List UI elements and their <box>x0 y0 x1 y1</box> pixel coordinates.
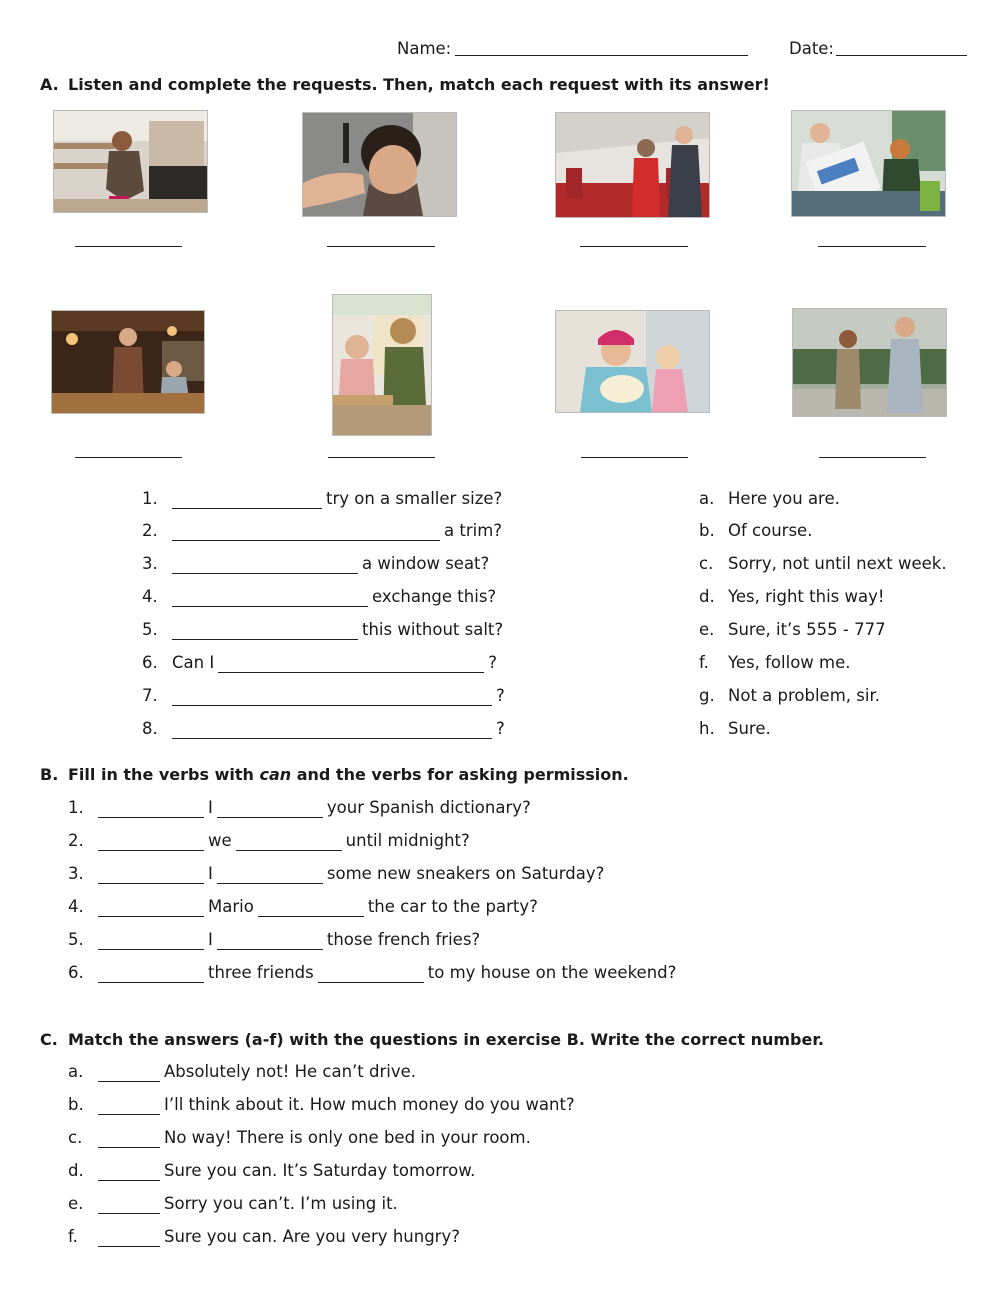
b-blank-2a[interactable] <box>98 834 204 851</box>
restaurant-waiter-photo-icon <box>51 310 205 414</box>
request-number: 8. <box>142 719 158 738</box>
request-number: 1. <box>142 489 158 508</box>
b-item-number: 4. <box>68 897 84 916</box>
answer-text: Sorry, not until next week. <box>728 554 947 573</box>
b-item-subject: I <box>208 798 213 817</box>
section-b-title-end: and the verbs for asking permission. <box>296 765 629 784</box>
request-blank-4[interactable] <box>172 590 368 607</box>
b-item-number: 6. <box>68 963 84 982</box>
c-item-letter: a. <box>68 1062 84 1081</box>
section-b-letter: B. <box>40 765 59 784</box>
store-exchange-photo-icon <box>791 110 946 217</box>
date-label: Date: <box>789 39 834 58</box>
couple-talking-photo-icon <box>792 308 947 417</box>
c-item-text: I’ll think about it. How much money do you want? <box>164 1095 575 1114</box>
section-a-letter: A. <box>40 75 59 94</box>
photo-answer-line-1[interactable] <box>75 246 182 247</box>
photo-answer-line-5[interactable] <box>75 457 182 458</box>
b-item-text: to my house on the weekend? <box>427 963 677 982</box>
request-blank-3[interactable] <box>172 557 358 574</box>
section-b-title-em: can <box>259 765 292 784</box>
b-item-text: the car to the party? <box>367 897 538 916</box>
answer-letter: e. <box>699 620 715 639</box>
b-blank-6b[interactable] <box>318 966 424 983</box>
section-b-title: Fill in the verbs with <box>68 765 254 784</box>
c-item-text: Absolutely not! He can’t drive. <box>164 1062 416 1081</box>
request-blank-2[interactable] <box>172 524 440 541</box>
request-blank-8[interactable] <box>172 722 492 739</box>
c-item-a <box>68 1062 416 1082</box>
answer-text: Sure. <box>728 719 771 738</box>
airplane-cabin-photo-icon <box>555 112 710 218</box>
request-row-7 <box>142 686 505 706</box>
request-row-4 <box>142 587 496 607</box>
request-text: ? <box>488 653 497 672</box>
request-text: a trim? <box>444 521 503 540</box>
request-row-1 <box>142 489 502 509</box>
section-c-letter: C. <box>40 1030 58 1049</box>
answer-letter: f. <box>699 653 709 672</box>
b-blank-6a[interactable] <box>98 966 204 983</box>
b-item-text: your Spanish dictionary? <box>326 798 531 817</box>
date-field[interactable] <box>836 55 967 56</box>
c-item-letter: d. <box>68 1161 84 1180</box>
b-item-number: 2. <box>68 831 84 850</box>
request-row-5 <box>142 620 503 640</box>
answer-g <box>699 686 880 706</box>
request-row-8 <box>142 719 505 739</box>
request-text: try on a smaller size? <box>326 489 503 508</box>
request-number: 4. <box>142 587 158 606</box>
b-item-number: 3. <box>68 864 84 883</box>
name-label: Name: <box>397 39 452 58</box>
request-number: 3. <box>142 554 158 573</box>
answer-text: Yes, follow me. <box>728 653 851 672</box>
b-item-2 <box>68 831 470 851</box>
b-item-subject: I <box>208 930 213 949</box>
b-item-6 <box>68 963 676 983</box>
answer-a <box>699 489 840 509</box>
b-item-number: 1. <box>68 798 84 817</box>
b-blank-1b[interactable] <box>217 801 323 818</box>
c-blank-c[interactable] <box>98 1131 160 1148</box>
c-item-letter: f. <box>68 1227 78 1246</box>
answer-d <box>699 587 884 607</box>
request-number: 2. <box>142 521 158 540</box>
c-blank-d[interactable] <box>98 1164 160 1181</box>
answer-letter: h. <box>699 719 715 738</box>
c-blank-e[interactable] <box>98 1197 160 1214</box>
request-blank-1[interactable] <box>172 492 322 509</box>
c-item-text: Sorry you can’t. I’m using it. <box>164 1194 398 1213</box>
section-c-title: Match the answers (a-f) with the questions in exercise B. Write the correct number. <box>68 1030 825 1049</box>
c-blank-a[interactable] <box>98 1065 160 1082</box>
photo-answer-line-2[interactable] <box>327 246 435 247</box>
b-blank-5a[interactable] <box>98 933 204 950</box>
b-item-3 <box>68 864 604 884</box>
request-text: a window seat? <box>362 554 490 573</box>
answer-c <box>699 554 947 574</box>
c-item-c <box>68 1128 531 1148</box>
request-row-2 <box>142 521 502 541</box>
b-item-text: until midnight? <box>345 831 470 850</box>
photo-answer-line-4[interactable] <box>818 246 926 247</box>
c-item-text: Sure you can. It’s Saturday tomorrow. <box>164 1161 476 1180</box>
photo-answer-line-8[interactable] <box>819 457 926 458</box>
answer-b <box>699 521 812 541</box>
shoe-store-photo-icon <box>53 110 208 213</box>
section-b-heading <box>40 765 629 784</box>
answer-text: Not a problem, sir. <box>728 686 880 705</box>
library-desk-photo-icon <box>332 294 432 436</box>
answer-letter: c. <box>699 554 714 573</box>
request-number: 7. <box>142 686 158 705</box>
answer-text: Of course. <box>728 521 813 540</box>
b-blank-4b[interactable] <box>258 900 364 917</box>
request-blank-7[interactable] <box>172 689 492 706</box>
b-blank-3a[interactable] <box>98 867 204 884</box>
popcorn-girls-photo-icon <box>555 310 710 413</box>
request-number: 5. <box>142 620 158 639</box>
c-blank-b[interactable] <box>98 1098 160 1115</box>
c-item-text: Sure you can. Are you very hungry? <box>164 1227 460 1246</box>
request-row-6 <box>142 653 497 673</box>
b-blank-2b[interactable] <box>236 834 342 851</box>
request-blank-5[interactable] <box>172 623 358 640</box>
haircut-photo-icon <box>302 112 457 217</box>
section-a-heading <box>40 75 770 94</box>
request-row-3 <box>142 554 489 574</box>
b-blank-1a[interactable] <box>98 801 204 818</box>
c-item-f <box>68 1227 460 1247</box>
request-text: this without salt? <box>362 620 504 639</box>
answer-f <box>699 653 851 673</box>
answer-letter: g. <box>699 686 715 705</box>
answer-letter: a. <box>699 489 715 508</box>
request-text: ? <box>496 719 505 738</box>
b-item-text: some new sneakers on Saturday? <box>326 864 605 883</box>
answer-text: Yes, right this way! <box>728 587 885 606</box>
b-blank-5b[interactable] <box>217 933 323 950</box>
request-number: 6. <box>142 653 158 672</box>
b-blank-3b[interactable] <box>217 867 323 884</box>
section-a-title: Listen and complete the requests. Then, match each request with its answer! <box>68 75 770 94</box>
answer-letter: b. <box>699 521 715 540</box>
b-item-5 <box>68 930 480 950</box>
c-item-letter: e. <box>68 1194 84 1213</box>
request-text: exchange this? <box>372 587 497 606</box>
answer-h <box>699 719 771 739</box>
c-item-letter: c. <box>68 1128 83 1147</box>
c-item-d <box>68 1161 475 1181</box>
c-item-text: No way! There is only one bed in your room. <box>164 1128 531 1147</box>
photo-answer-line-3[interactable] <box>580 246 688 247</box>
b-item-subject: I <box>208 864 213 883</box>
b-item-4 <box>68 897 538 917</box>
photo-answer-line-7[interactable] <box>581 457 688 458</box>
b-item-subject: we <box>208 831 232 850</box>
request-prefix: Can I <box>172 653 215 672</box>
c-blank-f[interactable] <box>98 1230 160 1247</box>
photo-answer-line-6[interactable] <box>328 457 435 458</box>
answer-letter: d. <box>699 587 715 606</box>
request-blank-6[interactable] <box>218 656 484 673</box>
c-item-letter: b. <box>68 1095 84 1114</box>
c-item-b <box>68 1095 575 1115</box>
answer-text: Sure, it’s 555 - 777 <box>728 620 886 639</box>
section-c-heading <box>40 1030 824 1049</box>
b-item-subject: three friends <box>208 963 314 982</box>
request-text: ? <box>496 686 505 705</box>
answer-e <box>699 620 886 640</box>
answer-text: Here you are. <box>728 489 840 508</box>
c-item-e <box>68 1194 398 1214</box>
b-item-subject: Mario <box>208 897 254 916</box>
b-item-number: 5. <box>68 930 84 949</box>
b-item-1 <box>68 798 531 818</box>
b-item-text: those french fries? <box>326 930 481 949</box>
name-field[interactable] <box>455 55 748 56</box>
b-blank-4a[interactable] <box>98 900 204 917</box>
